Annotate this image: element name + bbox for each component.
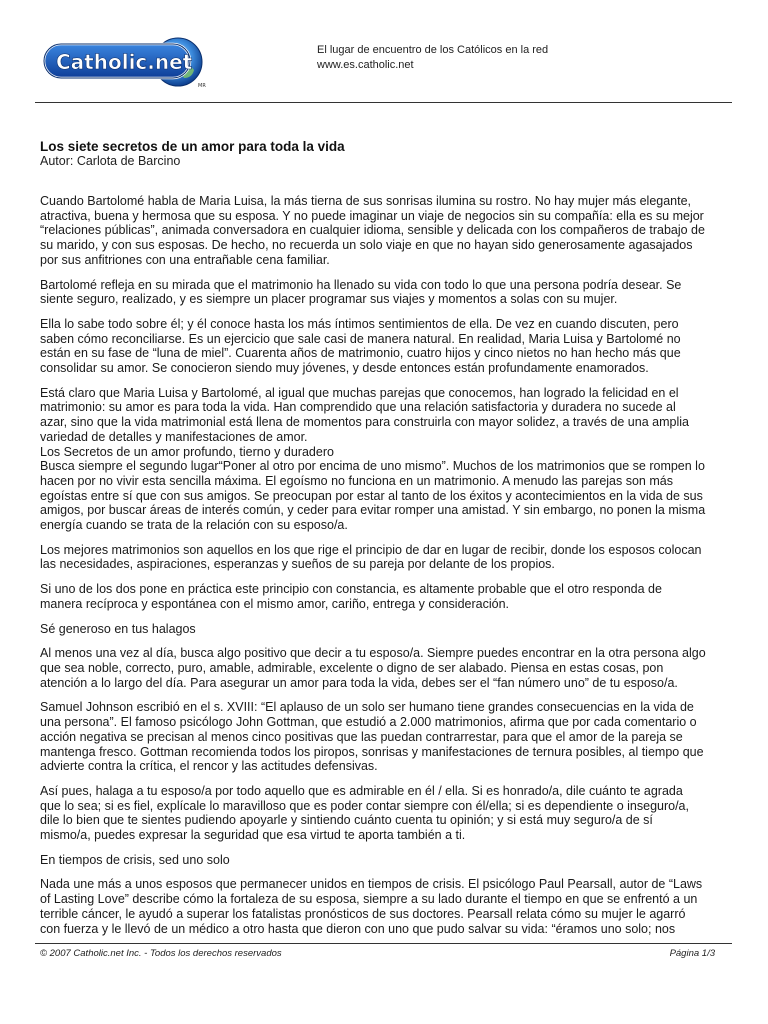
site-url-link[interactable]: www.es.catholic.net — [317, 59, 414, 71]
article — [40, 139, 732, 946]
header-tagline — [317, 43, 548, 73]
article-paragraph: Samuel Johnson escribió en el s. XVIII: “El aplauso de un solo ser humano tiene grandes consecuencias en la vida de una persona”. El famoso psicólogo John Gottman, que estudió a 2.000 matrimonios, afirma que por cada comentario o acción negativa se precisan al menos cinco positivas que las puedan contrarrestar, para que el amor de la pareja se mantenga fresco. Gottman recomienda todos los piropos, sonrisas y manifestaciones de ternura posibles, al tiempo que advierte contra la crítica, el rencor y las actitudes defensivas. — [40, 700, 704, 774]
article-author: Autor: Carlota de Barcino — [40, 154, 181, 168]
footer-divider — [35, 943, 732, 944]
article-title: Los siete secretos de un amor para toda la vida — [40, 139, 345, 154]
page-footer — [40, 948, 715, 959]
article-paragraph: Si uno de los dos pone en práctica este principio con constancia, es altamente probable que el otro responda de manera recíproca y espontánea con el mismo amor, cariño, entrega y consideración. — [40, 582, 662, 611]
article-paragraph: Así pues, halaga a tu esposo/a por todo aquello que es admirable en él / ella. Si es honrado/a, dile cuánto te agrada que lo sea; si es fiel, explícale lo maravilloso que es poder contar siempre con él/ella; si es dependiente o inseguro/a, dile lo bien que te sientes pudiendo apoyarle y sintiendo cuánto cuenta tu opinión; y si está muy seguro/a de sí mismo/a, puedes expresar la seguridad que esa virtud te aporta también a ti. — [40, 783, 689, 843]
article-paragraph: Está claro que Maria Luisa y Bartolomé, al igual que muchas parejas que conocemos, han logrado la felicidad en el matrimonio: su amor es para toda la vida. Han comprendido que una relación satisfactoria y duradera no sucede al azar, sino que la vida matrimonial está llena de momentos para construirla con mayor solidez, a través de una amplia variedad de detalles y manifestaciones de amor. — [40, 385, 689, 444]
logo-text: Catholic.net — [56, 50, 193, 74]
article-paragraph: Bartolomé refleja en su mirada que el matrimonio ha llenado su vida con todo lo que una persona podría desear. Se siente seguro, realizado, y es siempre un placer programar sus viajes y momentos a solas con su mujer. — [40, 277, 682, 307]
section-heading: Sé generoso en tus halagos — [40, 621, 196, 636]
svg-text:MR: MR — [198, 83, 206, 89]
catholic-net-logo[interactable] — [40, 36, 210, 90]
article-body — [40, 194, 732, 936]
copyright-text: © 2007 Catholic.net Inc. - Todos los derechos reservados — [40, 948, 282, 959]
page-number: Página 1/3 — [669, 948, 715, 959]
section-heading: En tiempos de crisis, sed uno solo — [40, 852, 230, 867]
article-paragraph: Busca siempre el segundo lugar“Poner al otro por encima de uno mismo”. Muchos de los matrimonios que se rompen lo hacen por no vivir esta sencilla máxima. El egoísmo no funciona en un matrimonio. A menudo las parejas son más egoístas entre sí que con sus amigos. Se preocupan por estar al tanto de los éxitos y acontecimientos en la vida de sus amigos, por buscar áreas de interés común, y ceder para evitar romper una amistad. Y sin embargo, no ponen la misma energía cuando se trata de la relación con su esposo/a. — [40, 459, 706, 533]
article-paragraph: Al menos una vez al día, busca algo positivo que decir a tu esposo/a. Siempre puedes encontrar en la otra persona algo que sea noble, correcto, puro, amable, admirable, excelente o digno de ser alabado. Piensa en estas cosas, pon atención a lo largo del día. Para asegurar un amor para toda la vida, debes ser el “fan número uno” de tu esposo/a. — [40, 646, 706, 690]
header-divider — [35, 102, 732, 103]
tagline-text: El lugar de encuentro de los Católicos en la red — [317, 44, 549, 56]
section-heading: Los Secretos de un amor profundo, tierno y duradero — [40, 444, 334, 459]
article-paragraph: Cuando Bartolomé habla de Maria Luisa, la más tierna de sus sonrisas ilumina su rostro. No hay mujer más elegante, atractiva, buena y hermosa que su esposa. Y no puede imaginar un viaje de negocios sin su compañía: ella es su mejor “relaciones públicas”, animada conversadora en cualquier idioma, sensible y delicada con los compañeros de trabajo de su marido, y con sus esposas. De hecho, no recuerda un solo viaje en que no hayan sido generosamente agasajados por sus anfitriones con una entrañable cena familiar. — [40, 194, 705, 267]
article-paragraph: Los mejores matrimonios son aquellos en los que rige el principio de dar en lugar de recibir, donde los esposos colocan las necesidades, aspiraciones, esperanzas y sueños de su pareja por delante de los propios. — [40, 542, 702, 572]
article-paragraph: Nada une más a unos esposos que permanecer unidos en tiempos de crisis. El psicólogo Paul Pearsall, autor de “Laws of Lasting Love” describe cómo la fortaleza de su esposa, siempre a su lado durante el tiempo en que se enfrentó a un terrible cáncer, le ayudó a superar los fatalistas pronósticos de sus doctores. Pearsall relata cómo su mujer le agarró con fuerza y le llevó de un médico a otro hasta que dieron con uno que pudo salvar su vida: “éramos uno solo; nos — [40, 877, 703, 936]
article-paragraph: Ella lo sabe todo sobre él; y él conoce hasta los más íntimos sentimientos de ella. De vez en cuando discuten, pero saben cómo reconciliarse. Es un ejercicio que sale casi de manera natural. En realidad, Maria Luisa y Bartolomé no están en su fase de “luna de miel”. Cuarenta años de matrimonio, cuatro hijos y cinco nietos no han hecho más que consolidar su amor. Se conocieron siendo muy jóvenes, y desde entonces están profundamente enamorados. — [40, 316, 681, 376]
